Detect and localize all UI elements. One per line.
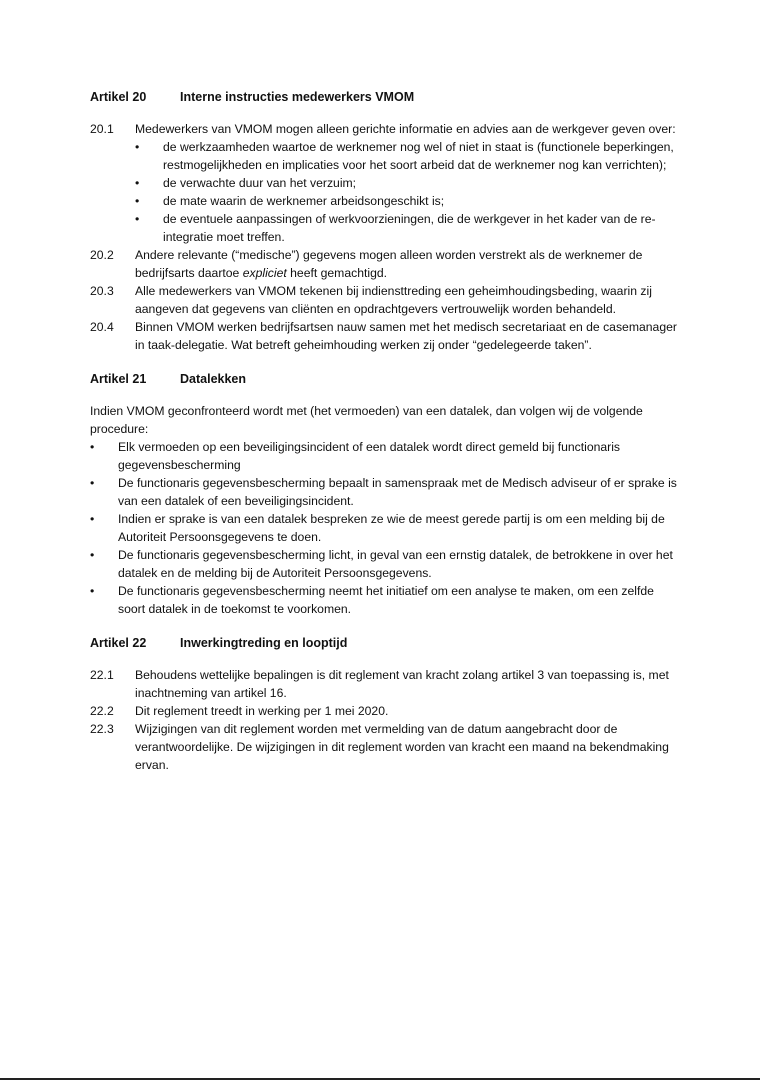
clause-text: Binnen VMOM werken bedrijfsartsen nauw samen met het medisch secretariaat en de casemanager in taak-delegatie. Wat betreft geheimhouding werken zij onder “gedelegeerde taken”. <box>135 320 677 352</box>
clause-number: 20.1 <box>90 122 114 136</box>
list-item-text: de verwachte duur van het verzuim; <box>163 176 357 190</box>
clause-number: 20.4 <box>90 320 114 334</box>
list-item-text: Elk vermoeden op een beveiligingsincident of een datalek wordt direct gemeld bij functionaris gegevensbescherming <box>118 440 621 472</box>
clause-20-1 <box>90 120 680 138</box>
clause-20-4 <box>90 318 680 354</box>
clause-22-3 <box>90 720 680 774</box>
clause-text-part: heeft gemachtigd. <box>286 266 388 280</box>
article-21-bullets <box>90 438 680 618</box>
clause-text: Behoudens wettelijke bepalingen is dit reglement van kracht zolang artikel 3 van toepassing is, met inachtneming van artikel 16. <box>135 668 669 700</box>
clause-number: 22.1 <box>90 668 114 682</box>
article-22 <box>90 634 680 774</box>
list-item <box>90 438 680 474</box>
bullet-icon: • <box>90 548 95 562</box>
clause-number: 20.2 <box>90 248 114 262</box>
list-item-text: De functionaris gegevensbescherming neemt het initiatief om een analyse te maken, om een zelfde soort datalek in de toekomst te voorkomen. <box>118 584 654 616</box>
list-item <box>90 546 680 582</box>
article-20-heading <box>90 88 680 106</box>
clause-text: Alle medewerkers van VMOM tekenen bij indiensttreding een geheimhoudingsbeding, waarin zij aangeven dat gegevens van cliënten en opdrachtgevers vertrouwelijk worden behandeld. <box>135 284 652 316</box>
list-item <box>90 510 680 546</box>
article-21-intro: Indien VMOM geconfronteerd wordt met (het vermoeden) van een datalek, dan volgen wij de volgende procedure: <box>90 404 643 436</box>
list-item-text: De functionaris gegevensbescherming bepaalt in samenspraak met de Medisch adviseur of er sprake is van een datalek of een beveiligingsincident. <box>118 476 677 508</box>
list-item-text: de werkzaamheden waartoe de werknemer nog wel of niet in staat is (functionele beperkingen, restmogelijkheden en implicaties voor het soort arbeid dat de werknemer nog kan verrichten); <box>163 140 674 172</box>
clause-text-part: Andere relevante (“medische”) gegevens mogen alleen worden verstrekt als de werknemer de bedrijfsarts daartoe <box>135 248 643 280</box>
article-21-heading <box>90 370 680 388</box>
clause-20-1-bullets <box>90 138 680 246</box>
list-item <box>90 582 680 618</box>
article-22-heading <box>90 634 680 652</box>
article-title: Inwerkingtreding en looptijd <box>180 636 348 650</box>
list-item-text: de eventuele aanpassingen of werkvoorzieningen, die de werkgever in het kader van de re-integratie moet treffen. <box>163 212 656 244</box>
emphasis-text: expliciet <box>242 266 287 280</box>
article-title: Datalekken <box>180 372 247 386</box>
list-item-text: de mate waarin de werknemer arbeidsongeschikt is; <box>163 194 445 208</box>
clause-number: 20.3 <box>90 284 114 298</box>
clause-number: 22.3 <box>90 722 114 736</box>
list-item-text: Indien er sprake is van een datalek bespreken ze wie de meest gerede partij is om een melding bij de Autoriteit Persoonsgegevens te doen. <box>118 512 665 544</box>
list-item <box>135 138 680 174</box>
clause-number: 22.2 <box>90 704 114 718</box>
bullet-icon: • <box>135 194 140 208</box>
list-item <box>135 174 680 192</box>
clause-20-2 <box>90 246 680 282</box>
bullet-icon: • <box>135 176 140 190</box>
bullet-icon: • <box>90 476 95 490</box>
bullet-icon: • <box>135 212 140 226</box>
article-number: Artikel 20 <box>90 90 147 104</box>
list-item-text: De functionaris gegevensbescherming licht, in geval van een ernstig datalek, de betrokkene in over het datalek en de melding bij de Autoriteit Persoonsgegevens. <box>118 548 673 580</box>
article-number: Artikel 21 <box>90 372 147 386</box>
bullet-icon: • <box>135 140 140 154</box>
article-number: Artikel 22 <box>90 636 147 650</box>
clause-text: Wijzigingen van dit reglement worden met vermelding van de datum aangebracht door de verantwoordelijke. De wijzigingen in dit reglement worden van kracht een maand na bekendmaking ervan. <box>135 722 669 772</box>
clause-text <box>135 246 680 282</box>
document-page <box>90 88 680 790</box>
clause-22-1 <box>90 666 680 702</box>
list-item <box>90 474 680 510</box>
list-item <box>135 192 680 210</box>
list-item <box>135 210 680 246</box>
clause-20-3 <box>90 282 680 318</box>
clause-22-2 <box>90 702 680 720</box>
clause-text: Medewerkers van VMOM mogen alleen gerichte informatie en advies aan de werkgever geven over: <box>135 122 676 136</box>
article-title: Interne instructies medewerkers VMOM <box>180 90 415 104</box>
bullet-icon: • <box>90 512 95 526</box>
bullet-icon: • <box>90 584 95 598</box>
article-21 <box>90 370 680 618</box>
article-20 <box>90 88 680 354</box>
clause-text: Dit reglement treedt in werking per 1 mei 2020. <box>135 704 389 718</box>
bullet-icon: • <box>90 440 95 454</box>
